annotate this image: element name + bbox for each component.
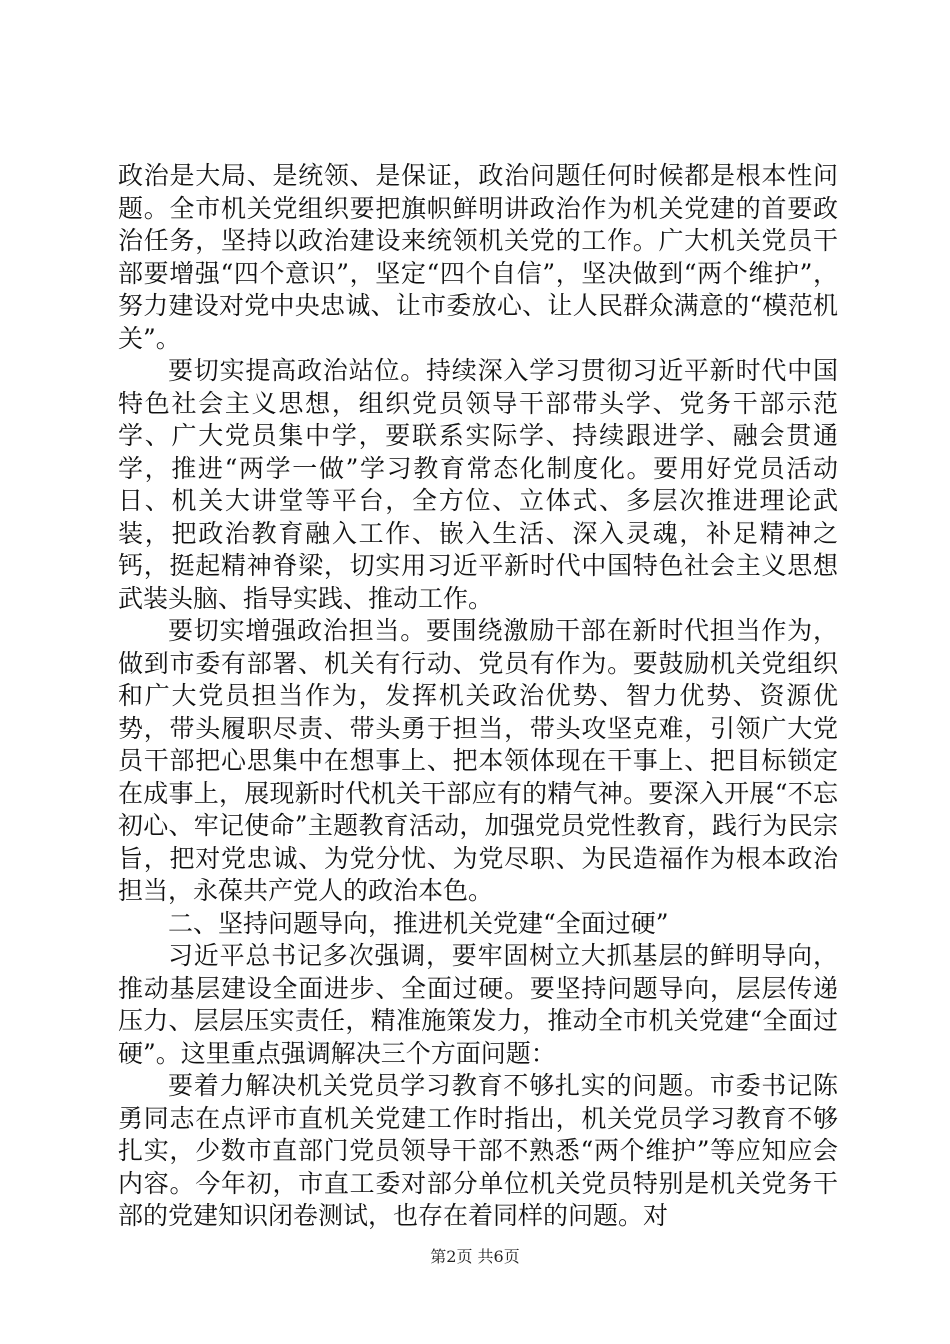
paragraph-problem-orientation-intro: 习近平总书记多次强调，要牢固树立大抓基层的鲜明导向，推动基层建设全面进步、全面过硬。要坚持问题导向，层层传递压力、层层压实责任，精准施策发力，推动全市机关党建“全面过硬”。这里重点强调解决三个方面问题： — [118, 941, 838, 1068]
paragraph-political-overview: 政治是大局、是统领、是保证，政治问题任何时候都是根本性问题。全市机关党组织要把旗帜鲜明讲政治作为机关党建的首要政治任务，坚持以政治建设来统领机关党的工作。广大机关党员干部要增强“四个意识”，坚定“四个自信”，坚决做到“两个维护”，努力建设对党中央忠诚、让市委放心、让人民群众满意的“模范机关”。 — [118, 161, 838, 353]
paragraph-political-standing: 要切实提高政治站位。持续深入学习贯彻习近平新时代中国特色社会主义思想，组织党员领导干部带头学、党务干部示范学、广大党员集中学，要联系实际学、持续跟进学、融会贯通学，推进“两学一做”学习教育常态化制度化。要用好党员活动日、机关大讲堂等平台，全方位、立体式、多层次推进理论武装，把政治教育融入工作、嵌入生活、深入灵魂，补足精神之钙，挺起精神脊梁，切实用习近平新时代中国特色社会主义思想武装头脑、指导实践、推动工作。 — [118, 356, 838, 613]
paragraph-study-education-issue: 要着力解决机关党员学习教育不够扎实的问题。市委书记陈勇同志在点评市直机关党建工作时指出，机关党员学习教育不够扎实，少数市直部门党员领导干部不熟悉“两个维护”等应知应会内容。今年初，市直工委对部分单位机关党员特别是机关党务干部的党建知识闭卷测试，也存在着同样的问题。对 — [118, 1071, 838, 1230]
page-number-footer: 第2页 共6页 — [430, 1247, 520, 1266]
paragraph-political-responsibility: 要切实增强政治担当。要围绕激励干部在新时代担当作为，做到市委有部署、机关有行动、党员有作为。要鼓励机关党组织和广大党员担当作为，发挥机关政治优势、智力优势、资源优势，带头履职尽责、带头勇于担当，带头攻坚克难，引领广大党员干部把心思集中在想事上、把本领体现在干事上、把目标锁定在成事上，展现新时代机关干部应有的精气神。要深入开展“不忘初心、牢记使命”主题教育活动，加强党员党性教育，践行为民宗旨，把对党忠诚、为党分忧、为党尽职、为民造福作为根本政治担当，永葆共产党人的政治本色。 — [118, 616, 838, 905]
section-heading-problem-orientation: 二、坚持问题导向，推进机关党建“全面过硬” — [168, 908, 669, 938]
document-body — [118, 160, 838, 1233]
